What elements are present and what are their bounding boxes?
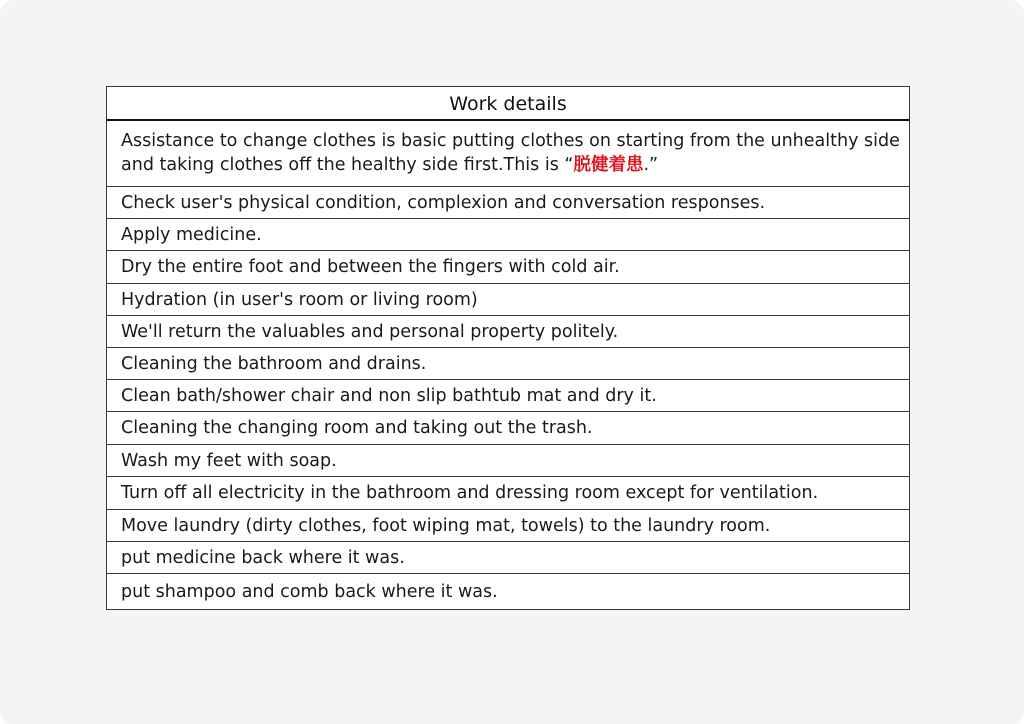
- table-row: [107, 380, 909, 412]
- table-row: [107, 574, 909, 609]
- row-text: Check user's physical condition, complexion and conversation responses.: [121, 192, 766, 213]
- row-text: Clean bath/shower chair and non slip bathtub mat and dry it.: [121, 385, 657, 406]
- table-row: [107, 542, 909, 574]
- row-text-before: Assistance to change clothes is basic putting clothes on starting from the unhealthy side and taking clothes off the healthy side first.This is “: [121, 131, 900, 175]
- row-text: Hydration (in user's room or living room): [121, 289, 478, 310]
- row-text: put medicine back where it was.: [121, 547, 405, 568]
- table-row: [107, 219, 909, 251]
- row-text: Turn off all electricity in the bathroom and dressing room except for ventilation.: [121, 483, 819, 503]
- row-text: put shampoo and comb back where it was.: [121, 581, 498, 602]
- row-text: [121, 129, 903, 177]
- row-text: Cleaning the changing room and taking out the trash.: [121, 418, 593, 438]
- row-text: Wash my feet with soap.: [121, 450, 337, 471]
- table-header: Work details: [107, 87, 909, 121]
- table-row: [107, 251, 909, 284]
- row-text: Cleaning the bathroom and drains.: [121, 353, 427, 374]
- table-row: [107, 445, 909, 477]
- row-text: Move laundry (dirty clothes, foot wiping mat, towels) to the laundry room.: [121, 515, 771, 536]
- table-row: [107, 316, 909, 348]
- highlight-term: 脱健着患: [573, 155, 644, 175]
- table-row: [107, 348, 909, 380]
- table-row: [107, 121, 909, 187]
- row-text: Dry the entire foot and between the fingers with cold air.: [121, 257, 620, 277]
- table-row: [107, 284, 909, 316]
- row-text: Apply medicine.: [121, 224, 262, 245]
- row-text-after: .”: [643, 155, 659, 175]
- table-row: [107, 187, 909, 219]
- row-text: We'll return the valuables and personal property politely.: [121, 321, 619, 342]
- table-row: [107, 510, 909, 542]
- table-row: [107, 477, 909, 510]
- table-row: [107, 412, 909, 445]
- work-details-table: [106, 86, 910, 610]
